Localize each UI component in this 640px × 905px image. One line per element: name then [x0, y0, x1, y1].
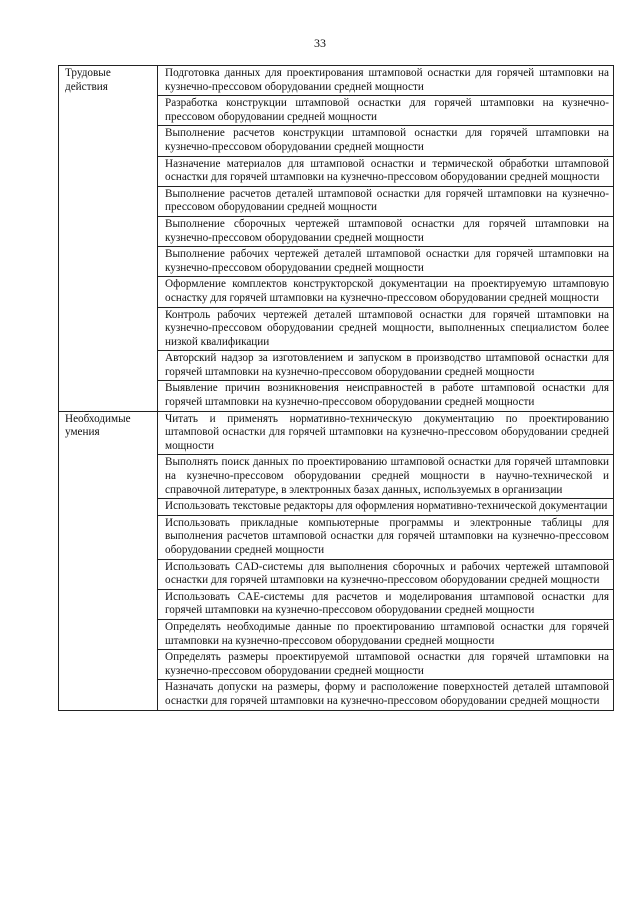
- section-item: Назначать допуски на размеры, форму и расположение поверхностей деталей штамповой оснастки для горячей штамповки на кузнечно-прессовом оборудовании средней мощности: [158, 680, 614, 710]
- page-number: 33: [314, 36, 326, 50]
- section-label: Трудовые действия: [59, 66, 158, 412]
- section-item: Определять размеры проектируемой штамповой оснастки для горячей штамповки на кузнечно-прессовом оборудовании средней мощности: [158, 650, 614, 680]
- section-item: Читать и применять нормативно-техническую документацию по проектированию штамповой оснастки для горячей штамповки на кузнечно-прессовом оборудовании средней мощности: [158, 411, 614, 455]
- section-item: Назначение материалов для штамповой оснастки и термической обработки штамповой оснастки для горячей штамповки на кузнечно-прессовом оборудовании средней мощности: [158, 156, 614, 186]
- section-item: Оформление комплектов конструкторской документации на проектируемую штамповую оснастку для горячей штамповки на кузнечно-прессовом оборудовании средней мощности: [158, 277, 614, 307]
- section-item: Выполнение расчетов деталей штамповой оснастки для горячей штамповки на кузнечно-прессовом оборудовании средней мощности: [158, 186, 614, 216]
- table-body: [59, 66, 614, 711]
- section-item: Использовать текстовые редакторы для оформления нормативно-технической документации: [158, 499, 614, 516]
- section-item: Разработка конструкции штамповой оснастки для горячей штамповки на кузнечно-прессовом оборудовании средней мощности: [158, 96, 614, 126]
- section-item: Определять необходимые данные по проектированию штамповой оснастки для горячей штамповки на кузнечно-прессовом оборудовании средней мощности: [158, 619, 614, 649]
- section-item: Выполнение сборочных чертежей штамповой оснастки для горячей штамповки на кузнечно-прессовом оборудовании средней мощности: [158, 216, 614, 246]
- section-item: Использовать прикладные компьютерные программы и электронные таблицы для выполнения расчетов штамповой оснастки для горячей штамповки на кузнечно-прессовом оборудовании средней мощности: [158, 515, 614, 559]
- requirements-table: [58, 65, 614, 711]
- section-item: Авторский надзор за изготовлением и запуском в производство штамповой оснастки для горячей штамповки на кузнечно-прессовом оборудовании средней мощности: [158, 351, 614, 381]
- section-item: Использовать CAD-системы для выполнения сборочных и рабочих чертежей штамповой оснастки для горячей штамповки на кузнечно-прессовом оборудовании средней мощности: [158, 559, 614, 589]
- section-item: Выполнять поиск данных по проектированию штамповой оснастки для горячей штамповки на кузнечно-прессовом оборудовании средней мощности в научно-технической и справочной литературе, в электронных базах данных, используемых в организации: [158, 455, 614, 499]
- section-item: Выполнение расчетов конструкции штамповой оснастки для горячей штамповки на кузнечно-прессовом оборудовании средней мощности: [158, 126, 614, 156]
- section-item: Выявление причин возникновения неисправностей в работе штамповой оснастки для горячей штамповки на кузнечно-прессовом оборудовании средней мощности: [158, 381, 614, 411]
- section-item: Подготовка данных для проектирования штамповой оснастки для горячей штамповки на кузнечно-прессовом оборудовании средней мощности: [158, 66, 614, 96]
- section-item: Контроль рабочих чертежей деталей штамповой оснастки для горячей штамповки на кузнечно-прессовом оборудовании средней мощности, выполненных специалистом более низкой квалификации: [158, 307, 614, 351]
- table-row: [59, 411, 614, 455]
- section-item: Использовать CAE-системы для расчетов и моделирования штамповой оснастки для горячей штамповки на кузнечно-прессовом оборудовании средней мощности: [158, 589, 614, 619]
- section-item: Выполнение рабочих чертежей деталей штамповой оснастки для горячей штамповки на кузнечно-прессовом оборудовании средней мощности: [158, 247, 614, 277]
- section-label: Необходимые умения: [59, 411, 158, 710]
- table-row: [59, 66, 614, 96]
